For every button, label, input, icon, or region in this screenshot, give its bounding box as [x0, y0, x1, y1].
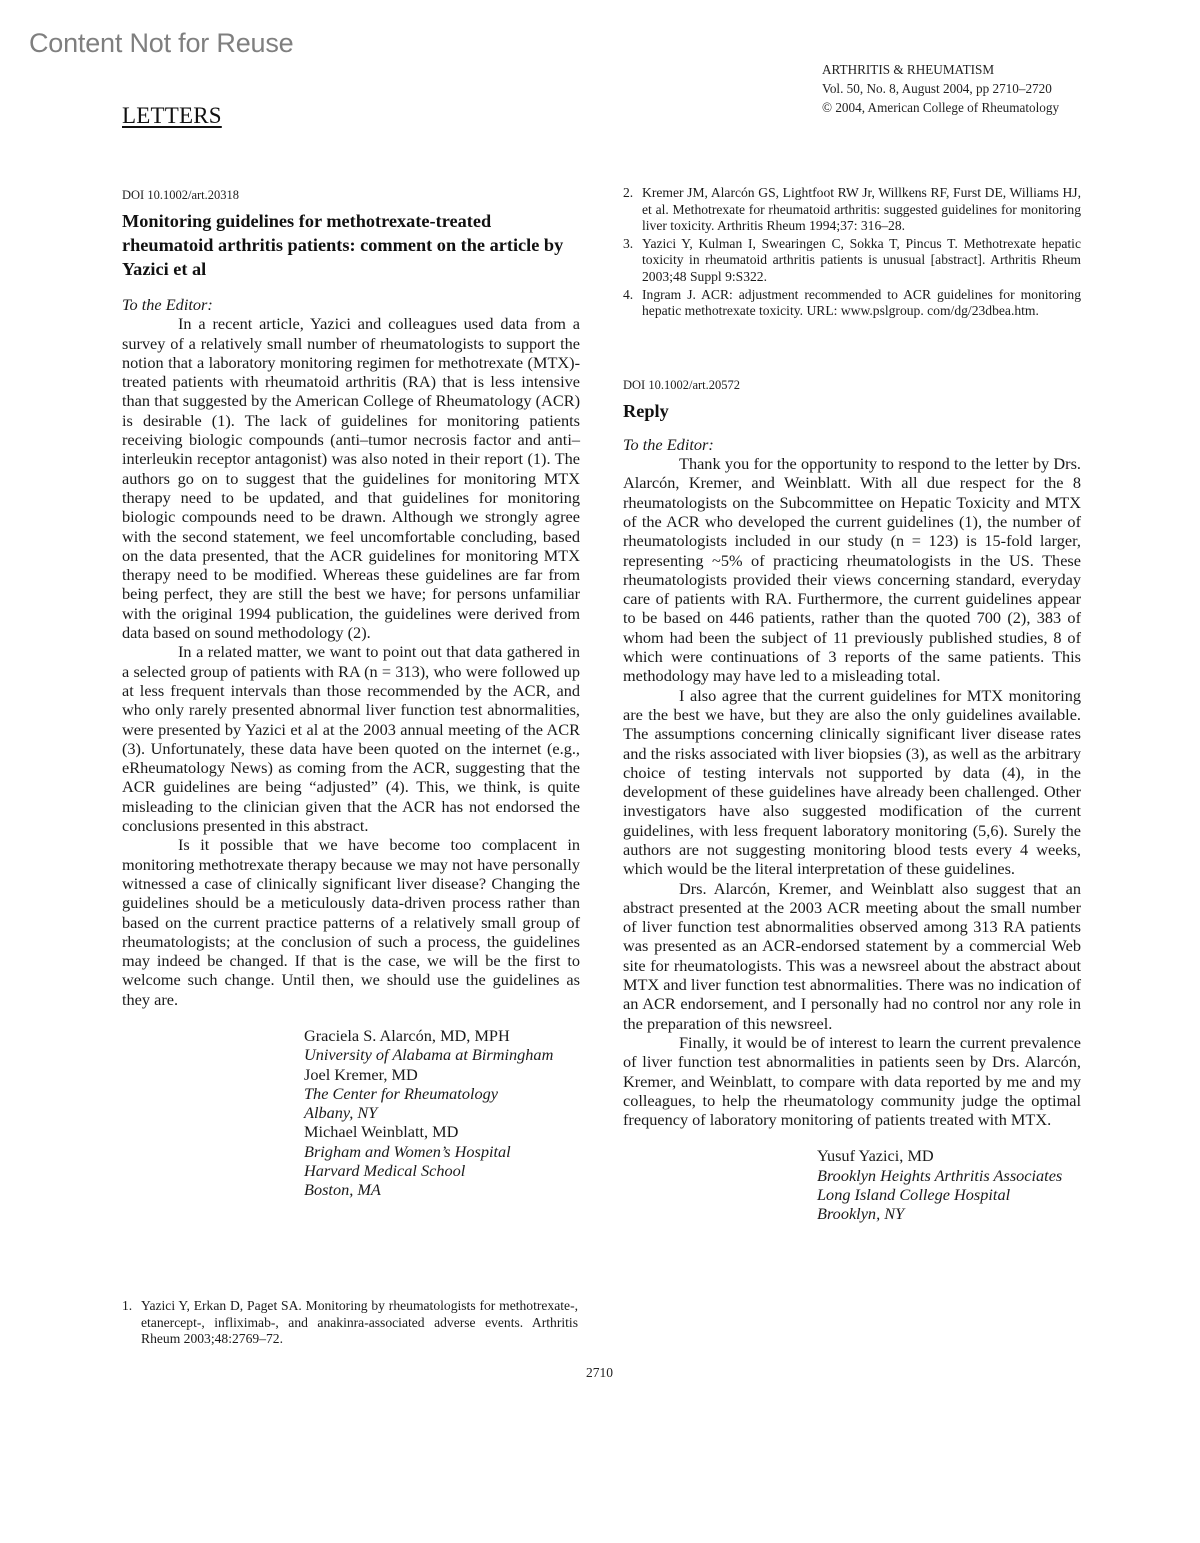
reference-number: 2. — [623, 185, 634, 200]
reply-paragraph: Thank you for the opportunity to respond to the letter by Drs. Alarcón, Kremer, and Weinblatt. With all due respect for the 8 rheumatologists on the Subcommittee on Hepatic Toxicity and MTX of the ACR who developed the current guidelines (1), the number of rheumatologists included in our study (n = 123) is 15-fold larger, representing ~5% of practicing rheumatologists in the US. These rheumatologists provided their views concerning standard, everyday care of patients with RA. Furthermore, the current guidelines appear to be based on 446 patients, rather than the quoted 700 (2), 383 of whom had been the subject of 11 previously published studies, 8 of which were continuations of 3 reports of the same patients. This methodology may have led to a misleading total. — [623, 454, 1081, 686]
reply-title: Reply — [623, 400, 669, 421]
reference-number: 4. — [623, 286, 634, 302]
reference-text: Kremer JM, Alarcón GS, Lightfoot RW Jr, Willkens RF, Furst DE, Williams HJ, et al. Methotrexate for rheumatoid arthritis: suggested guidelines for monitoring liver toxicity. Arthritis Rheum 1994;37: 316–28. — [642, 185, 1081, 234]
reference-number: 3. — [623, 235, 634, 251]
author-location: Albany, NY — [304, 1103, 378, 1123]
letter-paragraph: Is it possible that we have become too complacent in monitoring methotrexate therapy because we may not have personally witnessed a case of clinically significant liver disease? Changing the guidelines should be a meticulously data-driven process rather than based on the current practice patterns of a relatively small group of rheumatologists; at the conclusion of such a process, the guidelines may indeed be changed. If that is the case, we will be the first to welcome such change. Until then, we should use the guidelines as they are. — [122, 835, 580, 1009]
reply-paragraph: I also agree that the current guidelines for MTX monitoring are the best we have, but they are also the only guidelines available. The assumptions concerning clinically significant liver disease rates and the risks associated with liver biopsies (3), as well as the arbitrary choice of testing intervals not supported by data (4), in the development of these guidelines have already been challenged. Other investigators have also suggested modification of the current guidelines, with less frequent laboratory monitoring (5,6). Surely the authors are not suggesting monitoring blood tests every 4 weeks, which would be the literal interpretation of these guidelines. — [623, 685, 1081, 879]
reply-column — [623, 185, 1081, 1224]
page-number: 2710 — [586, 1365, 613, 1380]
author-affiliation: The Center for Rheumatology — [304, 1083, 498, 1103]
reply-paragraph: Drs. Alarcón, Kremer, and Weinblatt also suggest that an abstract presented at the 2003 ACR meeting about the small number of liver function test abnormalities observed among 313 RA patients was presented as an ACR-endorsed statement by a commercial Web site for rheumatologists. This was a newsreel about the abstract about MTX and liver function test abnormalities. There was no indication of an ACR endorsement, and I personally had no control nor any role in the preparation of this newsreel. — [623, 878, 1081, 1033]
letter-paragraph: In a related matter, we want to point out that data gathered in a selected group of patients with RA (n = 313), who were followed up at less frequent intervals than those recommended by the ACR, and who only rarely presented abnormal liver function test abnormalities, were presented by Yazici et al at the 2003 annual meeting of the ACR (3). Unfortunately, these data have been quoted on the internet (e.g., eRheumatology News) as coming from the ACR, suggesting that the ACR guidelines are being “adjusted” (4). This, we think, is quite misleading to the clinician given that the ACR has not endorsed the conclusions presented in this abstract. — [122, 642, 580, 836]
author-affiliation: Long Island College Hospital — [817, 1185, 1011, 1205]
reference-text: Yazici Y, Kulman I, Swearingen C, Sokka T, Pincus T. Methotrexate hepatic toxicity in rheumatoid arthritis patients is unusual [abstract]. Arthritis Rheum 2003;48 Suppl 9:S322. — [642, 235, 1081, 284]
reply-doi: DOI 10.1002/art.20572 — [623, 377, 740, 392]
reference-text: Yazici Y, Erkan D, Paget SA. Monitoring by rheumatologists for methotrexate-, etanercept-, infliximab-, and anakinra-associated adverse events. Arthritis Rheum 2003;48:2769–72. — [141, 1298, 578, 1347]
reply-body — [623, 454, 1081, 1129]
author-name: Graciela S. Alarcón, MD, MPH — [304, 1025, 510, 1045]
reference-item — [122, 1298, 578, 1348]
reply-signature — [817, 1146, 1081, 1223]
letter-salutation: To the Editor: — [122, 295, 213, 314]
journal-copyright: © 2004, American College of Rheumatology — [822, 100, 1060, 115]
letter-signature — [304, 1026, 580, 1200]
journal-issue: Vol. 50, No. 8, August 2004, pp 2710–2720 — [822, 81, 1052, 96]
author-name: Joel Kremer, MD — [304, 1064, 418, 1084]
letter-body — [122, 314, 580, 1009]
watermark: Content Not for Reuse — [29, 28, 294, 58]
section-title: LETTERS — [122, 103, 222, 128]
references-left — [122, 1298, 578, 1349]
letter-title: Monitoring guidelines for methotrexate-treated rheumatoid arthritis patients: comment on the article by Yazici et al — [122, 211, 564, 279]
author-affiliation: University of Alabama at Birmingham — [304, 1045, 554, 1065]
letter-paragraph: In a recent article, Yazici and colleagues used data from a survey of a relatively small number of rheumatologists to support the notion that a laboratory monitoring regimen for methotrexate (MTX)-treated patients with rheumatoid arthritis (RA) that is less intensive than that suggested by the American College of Rheumatology (ACR) is desirable (1). The lack of guidelines for monitoring patients receiving biologic compounds (anti–tumor necrosis factor and anti–interleukin receptor antagonist) was also noted in their report (1). The authors go on to suggest that the guidelines for monitoring MTX therapy need to be updated, and that guidelines for monitoring biologic compounds need to be drawn. Although we strongly agree with the second statement, we feel uncomfortable concluding, based on the data presented, that the ACR guidelines for monitoring MTX therapy need to be modified. Whereas these guidelines are far from being perfect, they are still the best we have; for persons unfamiliar with the original 1994 publication, the guidelines were derived from data based on sound methodology (2). — [122, 314, 580, 643]
references-right — [623, 185, 1081, 320]
reply-paragraph: Finally, it would be of interest to learn the current prevalence of liver function test abnormalities in patients seen by Drs. Alarcón, Kremer, and Weinblatt, to compare with data reported by me and my colleagues, to help the rheumatology community judge the optimal frequency of laboratory monitoring of patients treated with MTX. — [623, 1032, 1081, 1130]
reference-item — [623, 236, 1081, 286]
reference-number: 1. — [122, 1298, 133, 1313]
author-location: Boston, MA — [304, 1180, 381, 1200]
reference-item — [623, 185, 1081, 235]
journal-name: ARTHRITIS & RHEUMATISM — [822, 62, 995, 77]
author-name: Michael Weinblatt, MD — [304, 1122, 459, 1142]
journal-header — [822, 60, 1059, 117]
letter-doi: DOI 10.1002/art.20318 — [122, 188, 239, 202]
reference-item — [623, 287, 1081, 320]
author-name: Yusuf Yazici, MD — [817, 1146, 934, 1166]
reference-text: Ingram J. ACR: adjustment recommended to ACR guidelines for monitoring hepatic methotrexate toxicity. URL: www.pslgroup. com/dg/23dbea.htm. — [642, 286, 1081, 319]
reply-salutation: To the Editor: — [623, 434, 714, 454]
author-affiliation: Harvard Medical School — [304, 1161, 466, 1181]
letter-column — [122, 188, 580, 1200]
author-affiliation: Brooklyn Heights Arthritis Associates — [817, 1165, 1063, 1185]
author-affiliation: Brigham and Women’s Hospital — [304, 1141, 511, 1161]
reply — [623, 378, 1081, 1224]
author-location: Brooklyn, NY — [817, 1204, 905, 1224]
